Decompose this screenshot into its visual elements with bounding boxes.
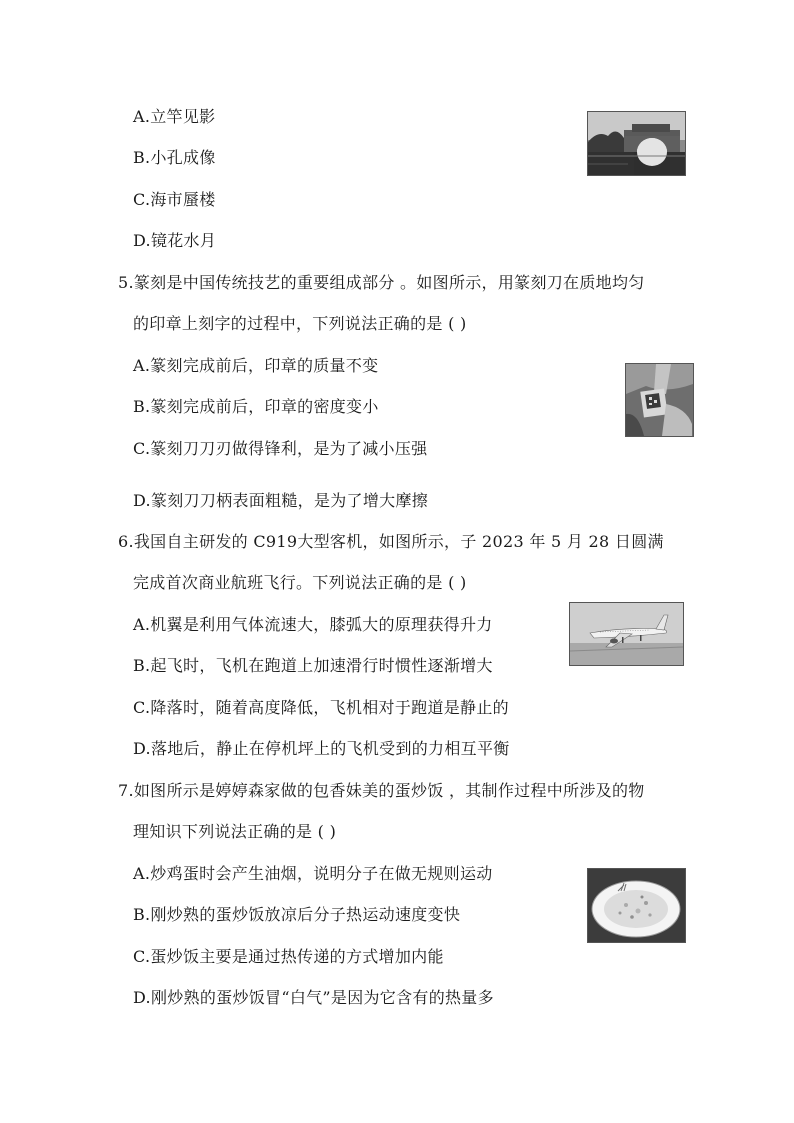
q6-option-d: D.落地后，静止在停机坪上的飞机受到的力相互平衡 [133,739,510,758]
q5-option-b: B.篆刻完成前后，印章的密度变小 [133,397,379,416]
q6-option-c: C.降落时，随着高度降低，飞机相对于跑道是静止的 [133,698,509,717]
q6-stem-line2: 完成首次商业航班飞行。下列说法正确的是 ( ) [133,573,467,592]
q6-option-a: A.机翼是利用气体流速大，膝弧大的原理获得升力 [133,615,493,634]
seal-carving-photo [625,363,694,437]
q5-stem-line2: 的印章上刻字的过程中，下列说法正确的是 ( ) [133,314,467,333]
q4-option-d: D.镜花水月 [133,231,217,250]
q7-stem-line2: 理知识下列说法正确的是 ( ) [133,822,337,841]
q4-option-a: A.立竿见影 [133,107,216,126]
q6-option-b: B.起飞时，飞机在跑道上加速滑行时惯性逐渐增大 [133,656,493,675]
q7-option-a: A.炒鸡蛋时会产生油烟，说明分子在做无规则运动 [133,864,493,883]
q4-option-b: B.小孔成像 [133,148,216,167]
bridge-reflection-photo [587,111,686,176]
q5-option-c: C.篆刻刀刀刃做得锋利，是为了减小压强 [133,439,428,458]
q7-stem-line1: 7.如图所示是婷婷森家做的包香妹美的蛋炒饭 ，其制作过程中所涉及的物 [118,781,645,800]
q6-stem-line1: 6.我国自主研发的 C919大型客机，如图所示，子 2023 年 5 月 28 日圆满 [118,532,664,551]
q7-option-b: B.刚炒熟的蛋炒饭放凉后分子热运动速度变快 [133,905,461,924]
q5-option-a: A.篆刻完成前后，印章的质量不变 [133,356,379,375]
q7-option-d: D.刚炒熟的蛋炒饭冒“白气”是因为它含有的热量多 [133,988,494,1007]
egg-fried-rice-photo [587,868,686,943]
q5-stem-line1: 5.篆刻是中国传统技艺的重要组成部分 。如图所示，用篆刻刀在质地均匀 [118,273,645,292]
q7-option-c: C.蛋炒饭主要是通过热传递的方式增加内能 [133,947,444,966]
q4-option-c: C.海市蜃楼 [133,190,216,209]
q5-option-d: D.篆刻刀刀柄表面粗糙，是为了增大摩擦 [133,491,429,510]
c919-airplane-photo [569,602,684,666]
